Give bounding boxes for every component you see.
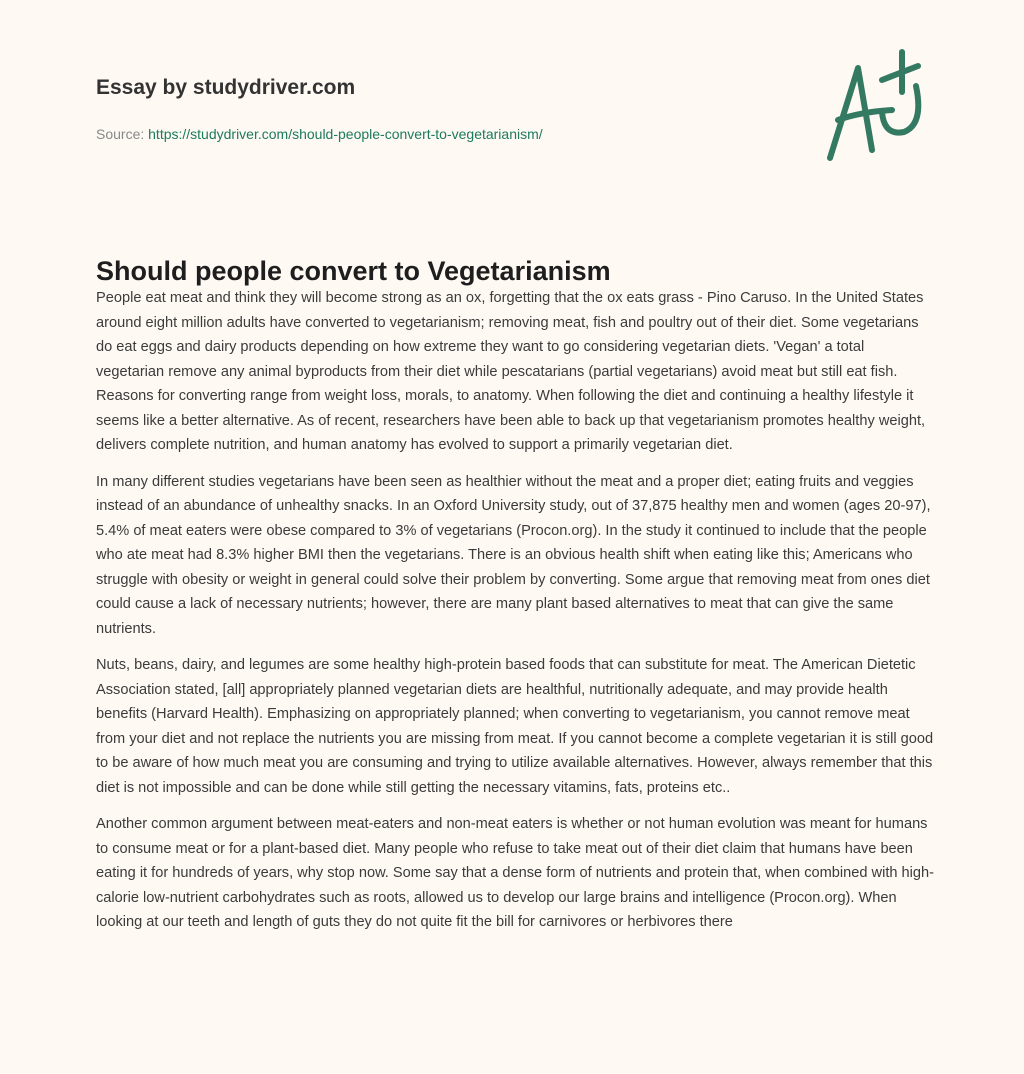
essay-body <box>96 286 936 947</box>
source-label: Source: <box>96 126 145 142</box>
source-link[interactable]: https://studydriver.com/should-people-convert-to-vegetarianism/ <box>148 126 543 142</box>
essay-title: Should people convert to Vegetarianism <box>96 256 611 286</box>
paragraph: In many different studies vegetarians have been seen as healthier without the meat and a proper diet; eating fruits and veggies instead of an abundance of unhealthy snacks. In an Oxford University study, out of 37,875 healthy men and women (ages 20-97), 5.4% of meat eaters were obese compared to 3% of vegetarians (Procon.org). In the study it continued to include that the people who ate meat had 8.3% higher BMI then the vegetarians. There is an obvious health shift when eating like this; Americans who struggle with obesity or weight in general could solve their problem by converting. Some argue that removing meat from ones diet could cause a lack of necessary nutrients; however, there are many plant based alternatives to meat that can give the same nutrients. <box>96 473 931 637</box>
paragraph: Another common argument between meat-eaters and non-meat eaters is whether or not human evolution was meant for humans to consume meat or for a plant-based diet. Many people who refuse to take meat out of their diet claim that humans have been eating it for hundreds of years, why stop now. Some say that a dense form of nutrients and protein that, when combined with high-calorie low-nutrient carbohydrates such as roots, allowed us to develop our large brains and intelligence (Procon.org). When looking at our teeth and length of guts they do not quite fit the bill for carnivores or herbivores there <box>96 816 934 930</box>
paragraph: Nuts, beans, dairy, and legumes are some healthy high-protein based foods that can substitute for meat. The American Dietetic Association stated, [all] appropriately planned vegetarian diets are healthful, nutritionally adequate, and may provide health benefits (Harvard Health). Emphasizing on appropriately planned; when converting to vegetarianism, you cannot remove meat from your diet and not replace the nutrients you are missing from meat. If you cannot become a complete vegetarian it is still good to be aware of how much meat you are consuming and trying to utilize available alternatives. However, always remember that this diet is not impossible and can be done while still getting the necessary vitamins, fats, proteins etc.. <box>96 657 934 796</box>
a-plus-logo-icon <box>820 40 930 165</box>
source-line <box>96 126 543 142</box>
site-title: Essay by studydriver.com <box>96 76 356 99</box>
paragraph: People eat meat and think they will become strong as an ox, forgetting that the ox eats grass - Pino Caruso. In the United States around eight million adults have converted to vegetarianism; removing meat, fish and poultry out of their diet. Some vegetarians do eat eggs and dairy products depending on how extreme they want to go considering vegetarian diets. 'Vegan' a total vegetarian remove any animal byproducts from their diet while pescatarians (partial vegetarians) avoid meat but still eat fish. Reasons for converting range from weight loss, morals, to anatomy. When following the diet and continuing a healthy lifestyle it seems like a better alternative. As of recent, researchers have been able to back up that vegetarianism promotes healthy weight, delivers complete nutrition, and human anatomy has evolved to support a primarily vegetarian diet. <box>96 290 926 453</box>
